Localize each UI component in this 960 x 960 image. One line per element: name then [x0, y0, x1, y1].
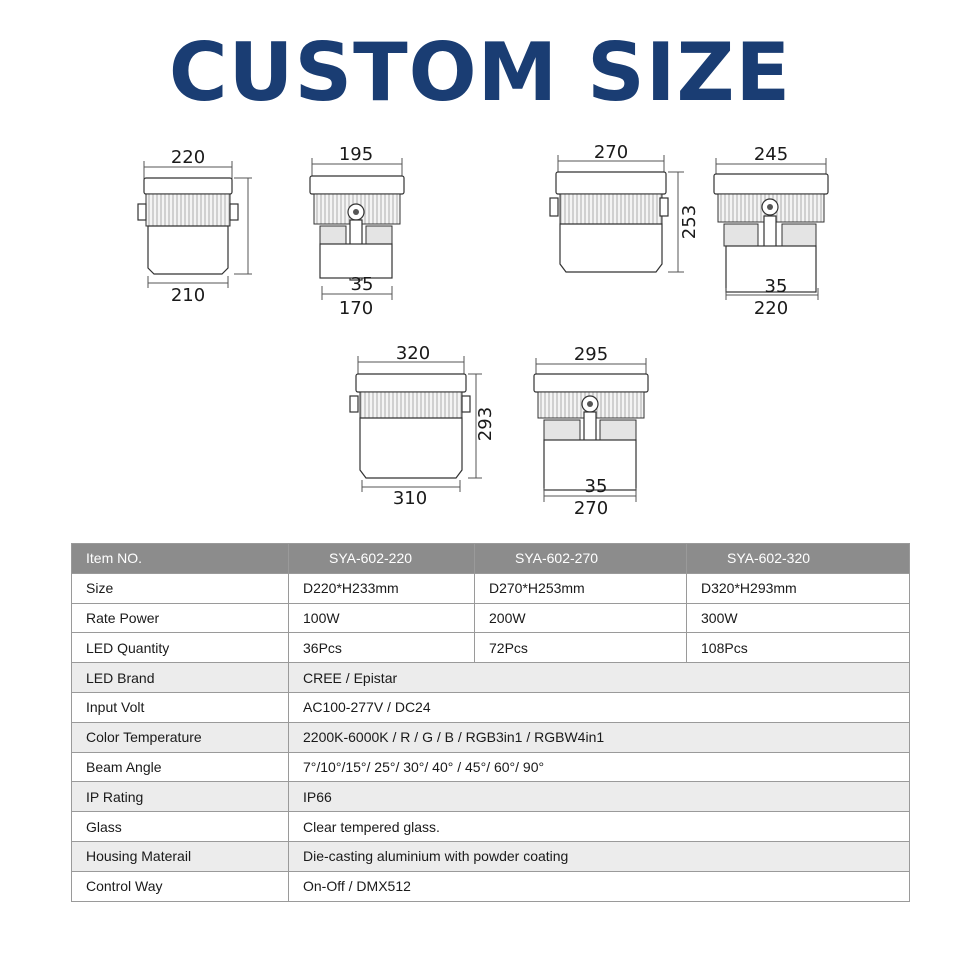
table-row [72, 692, 910, 722]
dim-bottom-170: 170 [338, 298, 374, 319]
dim-right-253: 253 [679, 204, 700, 240]
row-label: LED Brand [72, 663, 289, 693]
cell-value: 108Pcs [687, 633, 910, 663]
table-row [72, 841, 910, 871]
dim-top-295: 295 [573, 344, 609, 365]
cell-value: IP66 [289, 782, 910, 812]
front-view-220 [138, 147, 252, 306]
cell-value: AC100-277V / DC24 [289, 692, 910, 722]
cell-value: D320*H293mm [687, 573, 910, 603]
dim-bracket-35: 35 [584, 476, 608, 497]
table-row [72, 812, 910, 842]
header-item-no: Item NO. [72, 544, 289, 574]
cell-value: D220*H233mm [289, 573, 475, 603]
dim-bracket-35: 35 [764, 276, 788, 297]
row-label: LED Quantity [72, 633, 289, 663]
row-label: Size [72, 573, 289, 603]
dim-top-270: 270 [593, 142, 629, 163]
cell-value: 100W [289, 603, 475, 633]
dim-bracket-35: 35 [350, 274, 374, 295]
dim-top-320: 320 [395, 343, 431, 364]
header-model-270: SYA-602-270 [475, 544, 687, 574]
page-title: CUSTOM SIZE [168, 26, 792, 119]
cell-value: On-Off / DMX512 [289, 871, 910, 901]
dim-bottom-270: 270 [573, 498, 609, 519]
dim-bottom-220: 220 [753, 298, 789, 319]
header-model-220: SYA-602-220 [289, 544, 475, 574]
table-row [72, 871, 910, 901]
cell-value: Clear tempered glass. [289, 812, 910, 842]
cell-value: 300W [687, 603, 910, 633]
front-view-270 [550, 142, 700, 272]
side-view-220 [310, 144, 404, 319]
table-row [72, 633, 910, 663]
row-label: Control Way [72, 871, 289, 901]
cell-value: Die-casting aluminium with powder coating [289, 841, 910, 871]
table-row [72, 603, 910, 633]
front-view-320 [350, 343, 496, 509]
spec-table [71, 543, 910, 902]
header-model-320: SYA-602-320 [687, 544, 910, 574]
dim-top-220: 220 [170, 147, 206, 168]
row-label: Beam Angle [72, 752, 289, 782]
dim-bottom-210: 210 [170, 285, 206, 306]
cell-value: 7°/10°/15°/ 25°/ 30°/ 40° / 45°/ 60°/ 90° [289, 752, 910, 782]
cell-value: 2200K-6000K / R / G / B / RGB3in1 / RGBW4in1 [289, 722, 910, 752]
cell-value: D270*H253mm [475, 573, 687, 603]
table-row [72, 663, 910, 693]
table-row [72, 573, 910, 603]
row-label: Housing Materail [72, 841, 289, 871]
table-row [72, 722, 910, 752]
cell-value: 72Pcs [475, 633, 687, 663]
cell-value: 200W [475, 603, 687, 633]
cell-value: 36Pcs [289, 633, 475, 663]
side-view-320 [534, 344, 648, 519]
row-label: IP Rating [72, 782, 289, 812]
dim-top-195: 195 [338, 144, 374, 165]
row-label: Rate Power [72, 603, 289, 633]
table-row [72, 782, 910, 812]
row-label: Color Temperature [72, 722, 289, 752]
table-header-row [72, 544, 910, 574]
row-label: Glass [72, 812, 289, 842]
row-label: Input Volt [72, 692, 289, 722]
table-row [72, 752, 910, 782]
dim-right-293: 293 [475, 406, 496, 442]
cell-value: CREE / Epistar [289, 663, 910, 693]
side-view-270 [714, 144, 828, 319]
dim-bottom-310: 310 [392, 488, 428, 509]
dim-top-245: 245 [753, 144, 789, 165]
